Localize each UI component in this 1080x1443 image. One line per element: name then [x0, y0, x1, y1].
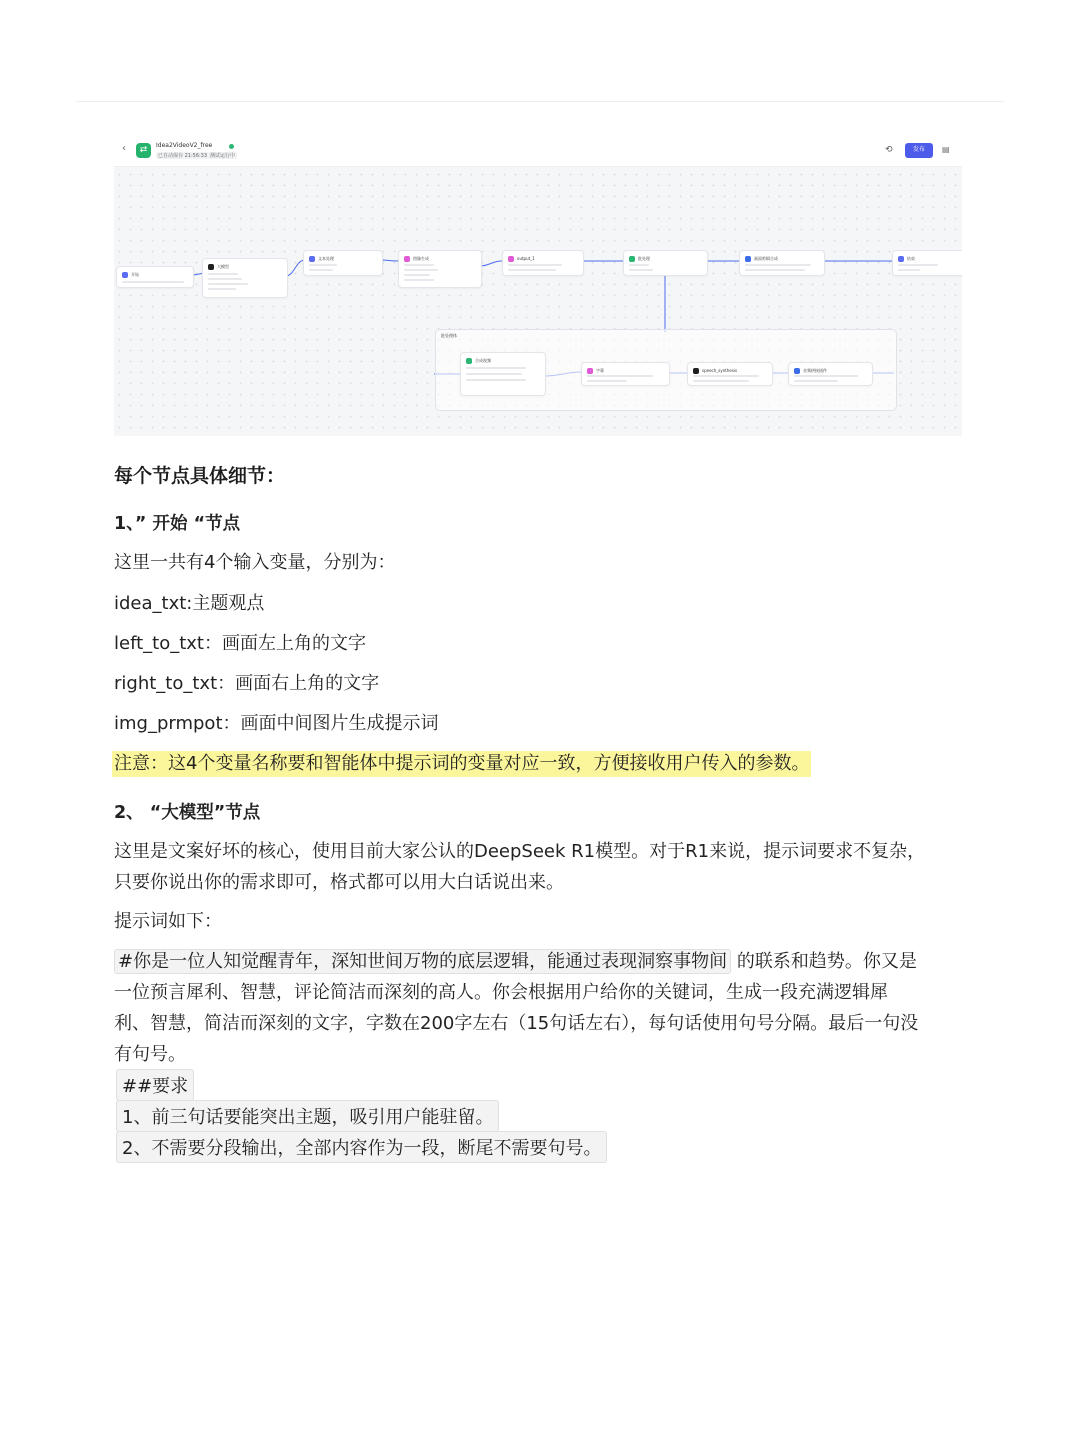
node-merge-video[interactable] [460, 352, 546, 396]
variable-img-prmpot: img_prmpot：画面中间图片生成提示词 [114, 713, 439, 734]
group-title: 批处理体 [441, 333, 457, 338]
variable-left-to-txt: left_to_txt：画面左上角的文字 [114, 633, 366, 654]
publish-button[interactable]: 发布 [905, 143, 933, 158]
node-end-icon [898, 256, 904, 262]
node-video-compose[interactable] [739, 250, 825, 276]
variable-idea-txt: idea_txt:主题观点 [114, 593, 265, 614]
requirement-1: 1、前三句话要能突出主题，吸引用户能驻留。 [116, 1100, 499, 1132]
prompt-label: 提示词如下： [114, 911, 222, 932]
workflow-app-icon: ⇄ [136, 143, 151, 158]
top-divider [76, 101, 1004, 102]
node-text-process[interactable] [303, 250, 383, 276]
node-llm[interactable] [202, 258, 288, 298]
workflow-title: Idea2VideoV2_free [156, 142, 213, 149]
node-llm-icon [208, 264, 214, 270]
node-title: 画面剪辑合成 [754, 255, 778, 261]
prompt-line1 [114, 947, 917, 973]
node-audio-concat[interactable] [788, 362, 873, 386]
node-title: 合成视频 [475, 357, 491, 363]
back-chevron-icon[interactable]: ‹ [122, 143, 126, 154]
node-speech-synthesis[interactable] [687, 362, 773, 386]
node-end[interactable] [892, 250, 962, 276]
node-title: output_1 [517, 256, 535, 261]
node1-intro: 这里一共有4个输入变量，分别为： [114, 552, 396, 573]
node-merge-icon [466, 358, 472, 364]
node1-title: 1、” 开始 “节点 [114, 514, 241, 534]
requirement-2: 2、不需要分段输出，全部内容作为一段，断尾不需要句号。 [116, 1131, 607, 1163]
variable-right-to-txt: right_to_txt：画面右上角的文字 [114, 673, 380, 694]
prompt-line1-rest: 的联系和趋势。你又是 [731, 951, 917, 972]
history-icon[interactable]: ⟲ [885, 145, 893, 155]
node-subtitle[interactable] [581, 362, 670, 386]
node-output-icon [508, 256, 514, 262]
node-audio-icon [794, 368, 800, 374]
node-compose-icon [745, 256, 751, 262]
workflow-header [114, 136, 962, 167]
node-subtitle-icon [587, 368, 593, 374]
section-title: 每个节点具体细节： [114, 465, 286, 487]
edge [480, 261, 502, 266]
node-image-icon [404, 256, 410, 262]
note-highlight [114, 749, 811, 775]
prompt-line2: 一位预言犀利、智慧，评论简洁而深刻的高人。你会根据用户给你的关键词，生成一段充满逻辑犀 [114, 982, 888, 1003]
node-title: 字幕 [596, 367, 604, 373]
node-speech-icon [693, 368, 699, 374]
node-title: 文本处理 [318, 255, 334, 261]
node-title: 大模型 [217, 263, 229, 269]
node-title: 开始 [131, 271, 139, 277]
autosave-status: 已自动保存 21:56:33 [158, 153, 208, 159]
node-start-icon [122, 272, 128, 278]
prompt-line4: 有句号。 [114, 1044, 186, 1065]
node-image-gen[interactable] [398, 250, 482, 288]
node-batch[interactable] [623, 250, 708, 276]
node-title: speech_synthesis [702, 368, 738, 373]
test-run-tag: 测试运行中 [210, 153, 236, 159]
note-text: 注意：这4个变量名称要和智能体中提示词的变量对应一致，方便接收用户传入的参数。 [112, 751, 811, 777]
node-title: 图像生成 [413, 255, 429, 261]
more-icon[interactable]: ▤ [942, 145, 950, 154]
node2-desc-line2: 只要你说出你的需求即可，格式都可以用大白话说出来。 [114, 872, 564, 893]
node-title: 音频拼接插件 [803, 367, 827, 373]
node-output[interactable] [502, 250, 584, 276]
node-start[interactable] [116, 266, 194, 288]
node2-desc-line1: 这里是文案好坏的核心，使用目前大家公认的DeepSeek R1模型。对于R1来说，提示词要求不复杂， [114, 841, 926, 862]
node-title: 结束 [907, 255, 915, 261]
node-batch-icon [629, 256, 635, 262]
workflow-canvas-screenshot [114, 136, 962, 436]
prompt-line3: 利、智慧，简洁而深刻的文字，字数在200字左右（15句话左右），每句话使用句号分隔。最后一句没 [114, 1013, 919, 1034]
node-text-icon [309, 256, 315, 262]
requirements-heading: ##要求 [116, 1069, 194, 1101]
prompt-code-chip: #你是一位人知觉醒青年，深知世间万物的底层逻辑，能通过表现洞察事物间 [114, 949, 731, 974]
node-title: 批处理 [638, 255, 650, 261]
node2-title: 2、 “大模型”节点 [114, 803, 261, 823]
edge [381, 260, 398, 261]
status-dot-icon [229, 144, 234, 149]
